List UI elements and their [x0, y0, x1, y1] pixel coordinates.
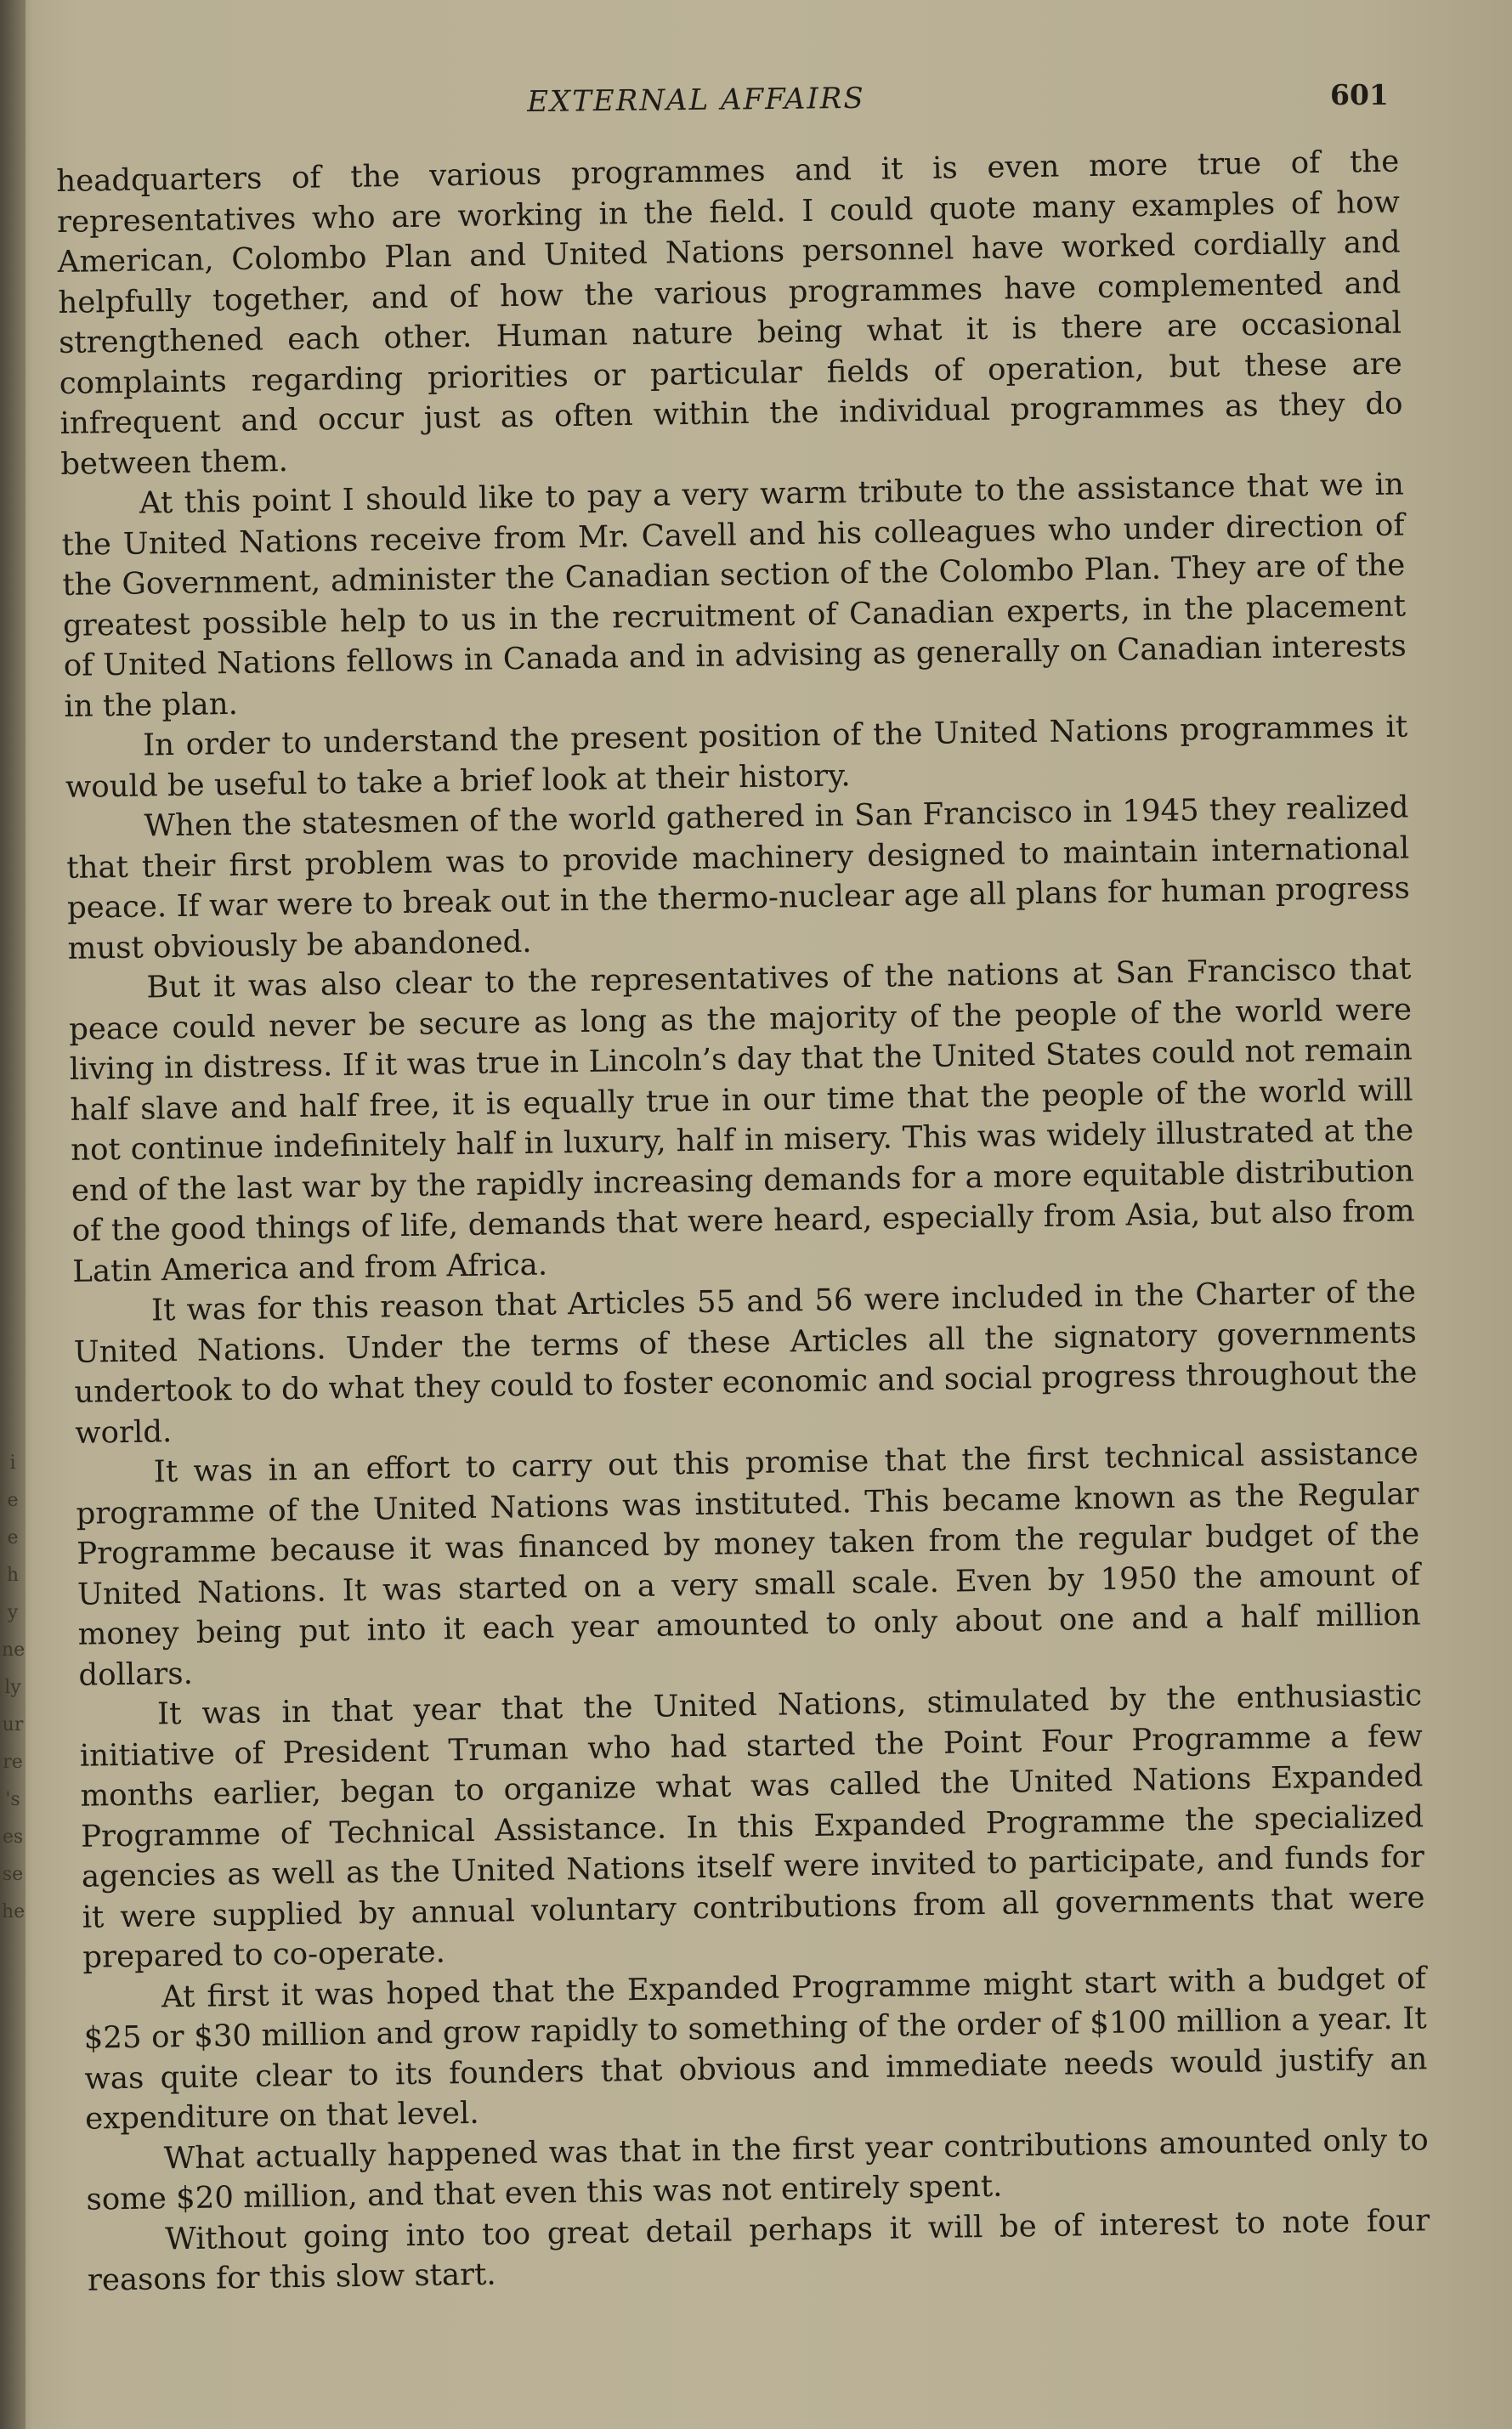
page-number: 601	[1330, 78, 1389, 111]
paragraph: It was in that year that the United Nations, stimulated by the enthusiastic initiative of President Truman who had started the Point Four Programme a few months earlier, began to organize what was called the United Nations Expanded Programme of Technical Assistance. In this Expanded Programme the specialized agencies as well as the United Nations itself were invited to participate, and funds for it were supplied by annual voluntary contributions from all governments that were prepared to co-operate.	[79, 1678, 1425, 1975]
running-head: EXTERNAL AFFAIRS	[527, 81, 865, 119]
paragraph: When the statesmen of the world gathered in San Francisco in 1945 they realized that their first problem was to provide machinery designed to maintain international peace. If war were to break out in the thermo-nuclear age all plans for human progress must obviously be abandoned.	[66, 790, 1411, 966]
paragraph: At first it was hoped that the Expanded Programme might start with a budget of $25 or $30 million and grow rapidly to something of the order of $100 million a year. It was quite clear to its founders that obvious and immediate needs would justify an expenditure on that level.	[83, 1960, 1428, 2137]
paragraph: At this point I should like to pay a very warm tribute to the assistance that we in the United Nations receive from Mr. Cavell and his colleagues who under direction of the Government, administer the Canadian section of the Colombo Plan. They are of the greatest possible help to us in the recruitment of Canadian experts, in the placement of United Nations fellows in Canada and in advising as generally on Canadian interests in the plan.	[61, 467, 1407, 724]
left-margin-bleed-text: i e e h y ne ly ur re 's es se he	[2, 1452, 25, 1922]
paragraph: What actually happened was that in the first year contributions amounted only to some $20 million, and that even this was not entirely spent.	[86, 2121, 1430, 2217]
paragraph: It was in an effort to carry out this promise that the first technical assistance programme of the United Nations was instituted. This became known as the Regular Programme because it was financed by money taken from the regular budget of the United Nations. It was started on a very small scale. Even by 1950 the amount of money being put into it each year amounted to only about one and a half million dollars.	[76, 1435, 1421, 1693]
body-text	[56, 142, 1430, 2302]
paragraph: It was for this reason that Articles 55 and 56 were included in the Charter of the United Nations. Under the terms of these Articles all the signatory governments undertook to do what they could to foster economic and social progress throughout the world.	[73, 1274, 1418, 1451]
paragraph: But it was also clear to the representatives of the nations at San Francisco that peace could never be secure as long as the majority of the people of the world were living in distress. If it was true in Lincoln’s day that the United States could not remain half slave and half free, it is equally true in our time that the people of the world will not continue indefinitely half in luxury, half in misery. This was widely illustrated at the end of the last war by the rapidly increasing demands for a more equitable distribution of the good things of life, demands that were heard, especially from Asia, but also from Latin America and from Africa.	[68, 951, 1415, 1289]
paragraph: In order to understand the present position of the United Nations programmes it would be useful to take a brief look at their history.	[65, 709, 1408, 805]
paragraph: headquarters of the various programmes and it is even more true of the representatives who are working in the field. I could quote many examples of how American, Colombo Plan and United Nations personnel have worked cordially and helpfully together, and of how the various programmes have complemented and strengthened each other. Human nature being what it is there are occasional complaints regarding priorities or particular fields of operation, but these are infrequent and occur just as often within the individual programmes as they do between them.	[56, 144, 1403, 482]
spine-shadow	[0, 0, 25, 2429]
paragraph: Without going into too great detail perhaps it will be of interest to note four reasons for this slow start.	[87, 2202, 1430, 2298]
